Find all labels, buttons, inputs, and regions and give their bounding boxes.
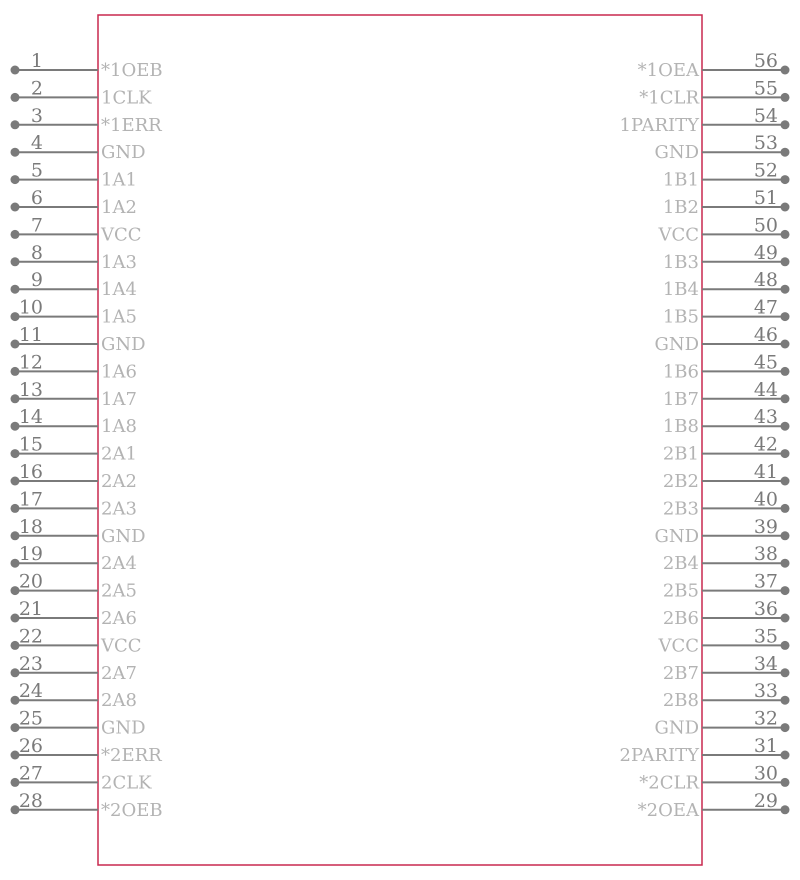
pin-terminal-dot: [11, 230, 20, 239]
pin-number: 17: [18, 488, 43, 511]
pin-terminal-dot: [11, 66, 20, 75]
pin-name-label: 1B7: [662, 388, 699, 410]
pin-name-label: 1CLK: [101, 87, 152, 109]
pin-terminal-dot: [781, 449, 790, 458]
pin-number: 10: [18, 296, 43, 319]
pin-name-label: 2A6: [101, 608, 137, 629]
pin-number: 34: [753, 652, 778, 675]
pin-terminal-dot: [781, 148, 790, 157]
pin-terminal-dot: [781, 285, 790, 294]
pin-terminal-dot: [11, 148, 20, 157]
pin-number: 12: [18, 351, 43, 374]
pin-number: 28: [18, 789, 43, 812]
pin-terminal-dot: [781, 175, 790, 184]
pin-name-label: GND: [101, 717, 146, 739]
pin-terminal-dot: [781, 93, 790, 102]
pin-number: 48: [753, 269, 778, 292]
pin-number: 53: [753, 132, 778, 155]
pin-number: 38: [753, 543, 778, 566]
pin-name-label: 2B5: [662, 580, 699, 602]
pin-name-label: 2A1: [101, 443, 137, 465]
ic-body-outline: [98, 15, 702, 865]
pin-number: 5: [30, 159, 43, 182]
pin-terminal-dot: [781, 340, 790, 349]
pin-name-label: *1CLR: [639, 87, 699, 109]
pin-number: 39: [753, 515, 778, 538]
pin-number: 55: [753, 77, 778, 100]
pin-number: 23: [18, 652, 43, 675]
pin-name-label: 1B3: [662, 251, 699, 273]
pin-number: 56: [753, 50, 778, 72]
pin-number: 40: [753, 488, 778, 511]
pin-name-label: 2A2: [101, 471, 137, 492]
pin-name-label: VCC: [101, 635, 142, 657]
pin-terminal-dot: [781, 422, 790, 431]
pin-number: 50: [753, 214, 778, 237]
pin-terminal-dot: [11, 93, 20, 102]
pin-name-label: 2A4: [101, 553, 137, 575]
pin-name-label: 1A5: [101, 306, 137, 328]
pin-terminal-dot: [11, 285, 20, 294]
pin-number: 6: [30, 187, 43, 209]
pin-number: 18: [18, 515, 43, 538]
pin-number: 47: [753, 296, 778, 319]
pin-terminal-dot: [781, 586, 790, 595]
pin-name-label: GND: [654, 334, 699, 355]
pin-number: 37: [753, 570, 778, 593]
pin-terminal-dot: [781, 778, 790, 787]
pin-name-label: 2A5: [101, 580, 137, 602]
pin-name-label: 2B8: [662, 690, 699, 712]
pin-name-label: 1A8: [101, 416, 137, 438]
left-pin-group: [11, 50, 163, 821]
pin-number: 16: [18, 461, 43, 483]
pin-terminal-dot: [781, 559, 790, 568]
pin-number: 1: [30, 50, 43, 72]
pin-terminal-dot: [781, 66, 790, 75]
pin-name-label: 2B1: [662, 443, 699, 465]
pin-name-label: 1A2: [101, 197, 137, 218]
pin-number: 21: [18, 598, 43, 620]
pin-name-label: 1B4: [662, 279, 699, 301]
pin-number: 46: [753, 324, 778, 346]
pin-name-label: 2B7: [662, 662, 699, 684]
pin-number: 43: [753, 406, 778, 429]
pin-name-label: *1OEB: [101, 60, 163, 81]
pin-terminal-dot: [781, 614, 790, 623]
pin-name-label: VCC: [101, 224, 142, 246]
pin-name-label: 1B6: [662, 361, 699, 383]
pin-terminal-dot: [781, 203, 790, 212]
pin-name-label: 1A4: [101, 279, 137, 301]
pin-name-label: GND: [101, 525, 146, 547]
pin-name-label: 2B4: [662, 553, 699, 575]
pin-name-label: VCC: [658, 635, 699, 657]
pin-name-label: 1B5: [662, 306, 699, 328]
pin-terminal-dot: [11, 257, 20, 266]
pin-terminal-dot: [781, 751, 790, 760]
pin-name-label: 1A6: [101, 361, 137, 383]
pin-number: 44: [753, 378, 778, 401]
pin-name-label: 2A3: [101, 498, 137, 520]
pin-name-label: VCC: [658, 224, 699, 246]
pin-terminal-dot: [781, 257, 790, 266]
pin-number: 29: [753, 789, 778, 812]
pin-number: 33: [753, 680, 778, 703]
right-pin-group: [620, 50, 790, 821]
pin-number: 35: [753, 625, 778, 648]
pin-number: 32: [753, 707, 778, 730]
pin-number: 27: [18, 762, 43, 785]
pin-number: 22: [18, 625, 43, 648]
pin-name-label: 2A8: [101, 690, 137, 712]
pin-name-label: GND: [101, 142, 146, 164]
pin-terminal-dot: [781, 723, 790, 732]
pin-number: 11: [18, 324, 43, 346]
pin-number: 52: [753, 159, 778, 182]
pin-name-label: 1A3: [101, 251, 137, 273]
pin-number: 24: [18, 680, 43, 703]
pin-number: 30: [753, 762, 778, 785]
pin-number: 14: [18, 406, 43, 429]
pin-name-label: GND: [101, 334, 146, 355]
pin-number: 36: [753, 598, 778, 620]
pin-number: 31: [753, 735, 778, 757]
pin-terminal-dot: [781, 120, 790, 129]
pin-number: 19: [18, 543, 43, 566]
pin-number: 13: [18, 378, 43, 401]
pin-number: 49: [753, 241, 778, 264]
pin-terminal-dot: [781, 367, 790, 376]
pin-number: 45: [753, 351, 778, 374]
pin-number: 54: [753, 104, 778, 127]
pin-name-label: *2OEA: [637, 799, 699, 821]
pin-terminal-dot: [781, 805, 790, 814]
pin-number: 51: [753, 187, 778, 209]
pin-number: 25: [18, 707, 43, 730]
pin-number: 15: [18, 433, 43, 456]
pin-number: 4: [30, 132, 43, 155]
pin-name-label: GND: [654, 717, 699, 739]
pin-terminal-dot: [781, 477, 790, 486]
pin-name-label: 2CLK: [101, 772, 152, 794]
pin-terminal-dot: [781, 641, 790, 650]
pin-terminal-dot: [11, 120, 20, 129]
pin-number: 20: [18, 570, 43, 593]
pin-number: 8: [30, 241, 43, 264]
pin-number: 2: [30, 77, 43, 100]
pin-name-label: 2PARITY: [619, 745, 699, 766]
pin-name-label: 1A7: [101, 388, 137, 410]
pin-terminal-dot: [781, 696, 790, 705]
pin-name-label: 1B1: [662, 169, 699, 191]
pin-name-label: *2ERR: [101, 745, 162, 766]
pin-number: 9: [30, 269, 43, 292]
pin-name-label: *1ERR: [101, 114, 162, 136]
pin-terminal-dot: [11, 203, 20, 212]
pin-name-label: 2A7: [101, 662, 137, 684]
pin-terminal-dot: [781, 531, 790, 540]
pin-name-label: 2B3: [662, 498, 699, 520]
pin-terminal-dot: [781, 312, 790, 321]
pin-terminal-dot: [781, 668, 790, 677]
pin-name-label: *1OEA: [637, 60, 699, 81]
pin-number: 41: [753, 461, 778, 483]
pin-name-label: 1B2: [662, 197, 699, 218]
pin-name-label: 2B2: [662, 471, 699, 492]
pin-terminal-dot: [781, 230, 790, 239]
pin-name-label: 2B6: [662, 608, 699, 629]
pin-number: 7: [30, 214, 43, 237]
pin-name-label: 1PARITY: [619, 114, 699, 136]
pin-name-label: *2CLR: [639, 772, 699, 794]
pin-name-label: *2OEB: [101, 799, 163, 821]
pin-terminal-dot: [781, 394, 790, 403]
pin-name-label: 1A1: [101, 169, 137, 191]
pin-name-label: GND: [654, 525, 699, 547]
pin-number: 26: [18, 735, 43, 757]
pin-terminal-dot: [781, 504, 790, 513]
pin-name-label: 1B8: [662, 416, 699, 438]
pin-terminal-dot: [11, 175, 20, 184]
pin-number: 42: [753, 433, 778, 456]
pin-name-label: GND: [654, 142, 699, 164]
pin-number: 3: [30, 104, 43, 127]
